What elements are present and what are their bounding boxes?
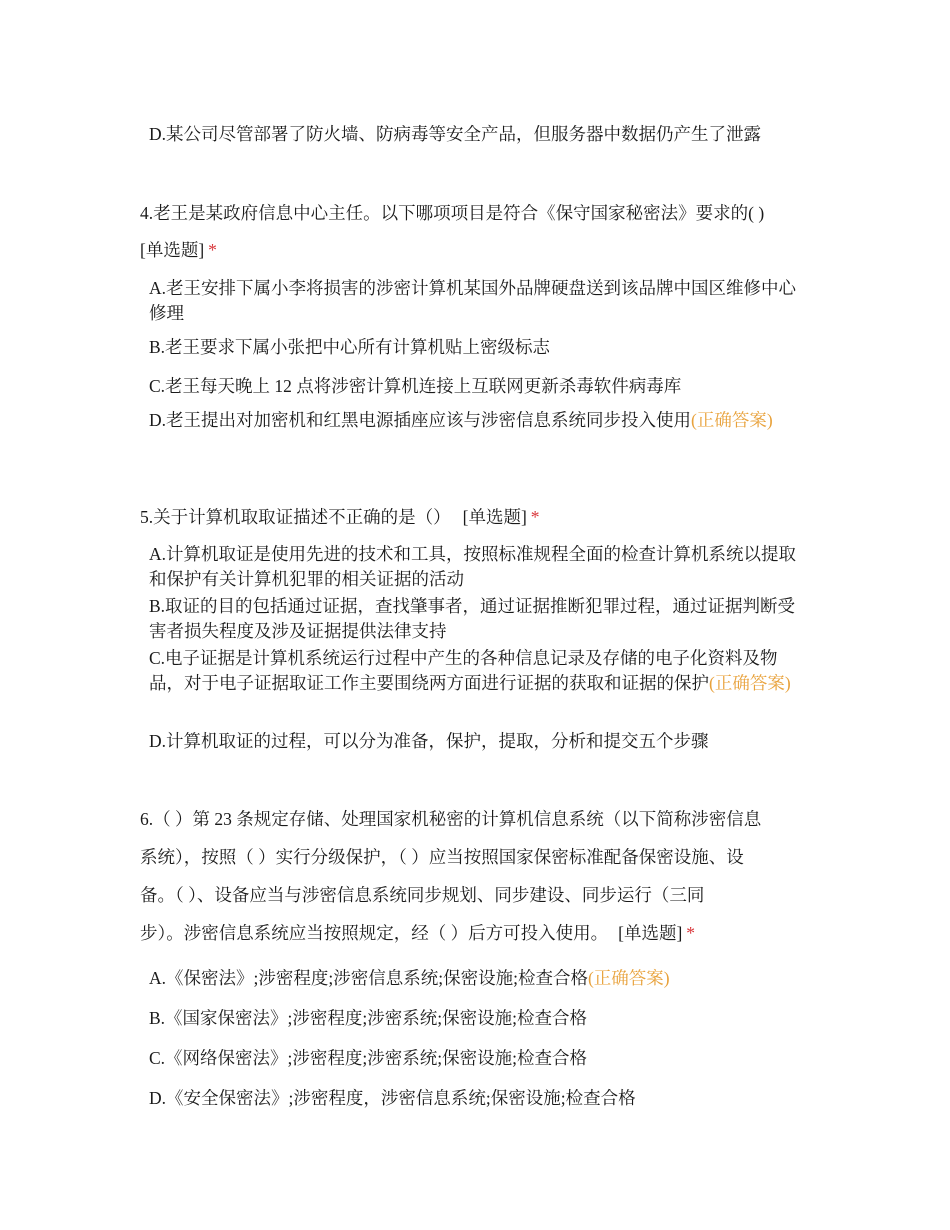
q4-stem: 4.老王是某政府信息中心主任。以下哪项项目是符合《保守国家秘密法》要求的( ) xyxy=(140,203,765,223)
q3-option-d[interactable]: D.某公司尽管部署了防火墙、防病毒等安全产品，但服务器中数据仍产生了泄露 xyxy=(149,124,762,144)
q6-option-a[interactable]: A.《保密法》;涉密程度;涉密信息系统;保密设施;检查合格(正确答案) xyxy=(149,968,670,988)
q6-required-mark: * xyxy=(686,923,696,943)
q4-question-type: [单选题] xyxy=(140,240,205,260)
q6-question-type: [单选题] xyxy=(618,923,683,943)
q5-required-mark: * xyxy=(530,507,540,527)
q6-option-b[interactable]: B.《国家保密法》;涉密程度;涉密系统;保密设施;检查合格 xyxy=(149,1008,587,1028)
q6-stem-line-1: 6.（ ）第 23 条规定存储、处理国家机秘密的计算机信息系统（以下简称涉密信息 xyxy=(140,809,762,829)
q6-stem-line-4: 步）。涉密信息系统应当按照规定，经（ ）后方可投入使用。 [单选题] * xyxy=(140,923,696,943)
q5-correct-answer-label: (正确答案) xyxy=(709,673,791,693)
q4-option-b[interactable]: B.老王要求下属小张把中心所有计算机贴上密级标志 xyxy=(149,337,551,357)
q6-stem-line-3: 备。（ ）、设备应当与涉密信息系统同步规划、同步建设、同步运行（三同 xyxy=(140,885,705,905)
q4-option-a[interactable]: A.老王安排下属小李将损害的涉密计算机某国外品牌硬盘送到该品牌中国区维修中心修理 xyxy=(149,278,797,323)
q5-option-d[interactable]: D.计算机取证的过程，可以分为准备，保护，提取，分析和提交五个步骤 xyxy=(149,731,709,751)
q4-type-line xyxy=(140,237,217,262)
q4-option-c[interactable]: C.老王每天晚上 12 点将涉密计算机连接上互联网更新杀毒软件病毒库 xyxy=(149,376,682,396)
q5-option-b[interactable]: B.取证的目的包括通过证据，查找肇事者，通过证据推断犯罪过程，通过证据判断受害者损失程度及涉及证据提供法律支持 xyxy=(149,596,796,641)
q6-option-c[interactable]: C.《网络保密法》;涉密程度;涉密系统;保密设施;检查合格 xyxy=(149,1048,587,1068)
q5-question-type: [单选题] xyxy=(462,507,527,527)
q4-required-mark: * xyxy=(208,240,217,260)
q5-option-a[interactable]: A.计算机取证是使用先进的技术和工具，按照标准规程全面的检查计算机系统以提取和保护有关计算机犯罪的相关证据的活动 xyxy=(149,544,797,589)
q6-correct-answer-label: (正确答案) xyxy=(587,968,670,988)
q4-correct-answer-label: (正确答案) xyxy=(691,410,773,430)
q5-option-c[interactable]: C.电子证据是计算机系统运行过程中产生的各种信息记录及存储的电子化资料及物品，对于电子证据取证工作主要围绕两方面进行证据的获取和证据的保护(正确答案) xyxy=(149,648,791,693)
q6-option-d[interactable]: D.《安全保密法》;涉密程度，涉密信息系统;保密设施;检查合格 xyxy=(149,1088,636,1108)
q6-stem-line-2: 系统），按照（ ）实行分级保护，（ ）应当按照国家保密标准配备保密设施、设 xyxy=(140,847,744,867)
q4-option-d[interactable]: D.老王提出对加密机和红黑电源插座应该与涉密信息系统同步投入使用(正确答案) xyxy=(149,410,773,430)
q5-stem: 5.关于计算机取取证描述不正确的是（） [单选题] * xyxy=(140,507,540,527)
